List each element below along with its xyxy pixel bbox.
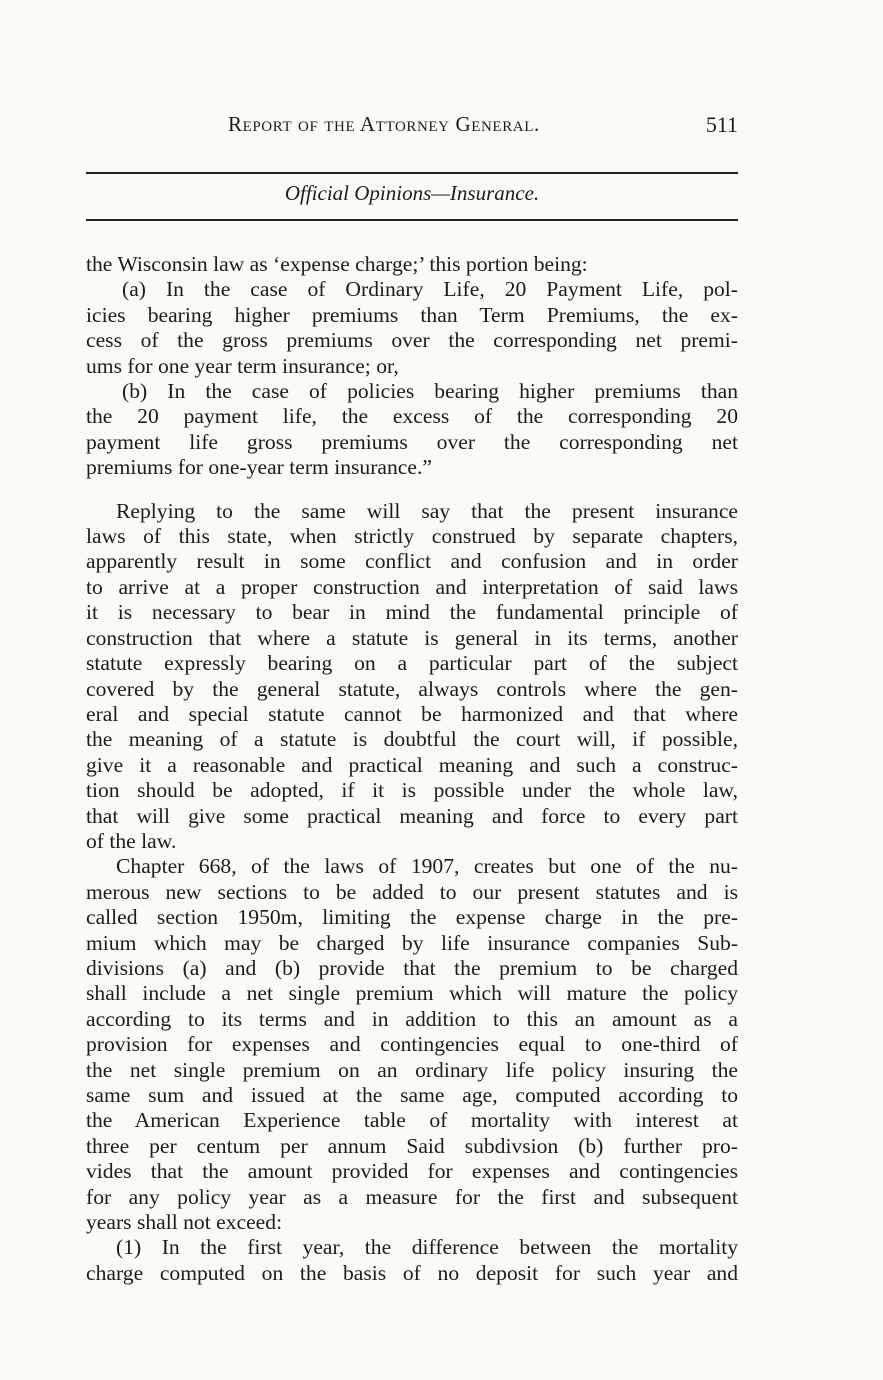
quote-b-line: premiums for one-year term insurance.” — [86, 455, 432, 480]
quote-a-line: (a) In the case of Ordinary Life, 20 Payment Life, pol- — [122, 277, 738, 302]
paragraph-line: three per centum per annum Said subdivsion (b) further pro- — [86, 1133, 738, 1158]
paragraph-line: laws of this state, when strictly construed by separate chapters, — [86, 524, 738, 549]
paragraph-3 — [86, 1235, 738, 1286]
quote-a-line: cess of the gross premiums over the corresponding net premi- — [86, 328, 738, 353]
paragraph-line: tion should be adopted, if it is possible under the whole law, — [86, 778, 738, 803]
paragraph-line: merous new sections to be added to our present statutes and is — [86, 879, 738, 904]
paragraph-2 — [86, 854, 738, 1235]
quote-intro-line: the Wisconsin law as ‘expense charge;’ this portion being: — [86, 252, 588, 276]
bottom-rule — [86, 219, 738, 221]
paragraph-line: the meaning of a statute is doubtful the court will, if possible, — [86, 727, 738, 752]
paragraph-line: the American Experience table of mortality with interest at — [86, 1108, 738, 1133]
paragraph-line: statute expressly bearing on a particular part of the subject — [86, 651, 738, 676]
paragraph-1 — [86, 499, 738, 855]
paragraph-line: (1) In the first year, the difference between the mortality — [116, 1235, 738, 1260]
paragraph-line: Chapter 668, of the laws of 1907, creates but one of the nu- — [116, 854, 738, 879]
quote-a-line: icies bearing higher premiums than Term Premiums, the ex- — [86, 302, 738, 327]
paragraph-line: according to its terms and in addition to this an amount as a — [86, 1006, 738, 1031]
paragraph-line: mium which may be charged by life insurance companies Sub- — [86, 930, 738, 955]
paragraph-line: covered by the general statute, always controls where the gen- — [86, 676, 738, 701]
quote-b-line: payment life gross premiums over the corresponding net — [86, 429, 738, 454]
paragraph-line: charge computed on the basis of no deposit for such year and — [86, 1260, 738, 1285]
section-title: Official Opinions—Insurance. — [284, 181, 540, 205]
paragraph-line: called section 1950m, limiting the expense charge in the pre- — [86, 905, 738, 930]
quote-b-line: (b) In the case of policies bearing higher premiums than — [122, 379, 738, 404]
paragraph-line: it is necessary to bear in mind the fundamental principle of — [86, 600, 738, 625]
quote-b-line: the 20 payment life, the excess of the corresponding 20 — [86, 404, 738, 429]
paragraph-line: shall include a net single premium which will mature the policy — [86, 981, 738, 1006]
paragraph-line: give it a reasonable and practical meaning and such a construc- — [86, 752, 738, 777]
body-text — [86, 252, 738, 1286]
running-head-title: Report of the Attorney General. — [228, 112, 540, 136]
paragraph-line: years shall not exceed: — [86, 1210, 283, 1235]
paragraph-line: for any policy year as a measure for the first and subsequent — [86, 1184, 738, 1209]
paragraph-line: construction that where a statute is general in its terms, another — [86, 625, 738, 650]
paragraph-line: Replying to the same will say that the present insurance — [116, 498, 738, 523]
paragraph-line: the net single premium on an ordinary life policy insuring the — [86, 1057, 738, 1082]
top-rule — [86, 172, 738, 174]
paragraph-gap — [86, 481, 738, 499]
quote-block — [86, 252, 738, 481]
paragraph-line: divisions (a) and (b) provide that the premium to be charged — [86, 955, 738, 980]
paragraph-line: to arrive at a proper construction and interpretation of said laws — [86, 574, 738, 599]
paragraph-line: that will give some practical meaning and force to every part — [86, 803, 738, 828]
paragraph-line: vides that the amount provided for expenses and contingencies — [86, 1159, 738, 1184]
paragraph-line: of the law. — [86, 828, 177, 853]
page-number: 511 — [705, 112, 738, 137]
paragraph-line: apparently result in some conflict and confusion and in order — [86, 549, 738, 574]
quote-a-line: ums for one year term insurance; or, — [86, 353, 399, 378]
paragraph-line: same sum and issued at the same age, computed according to — [86, 1083, 738, 1107]
paragraph-line: provision for expenses and contingencies equal to one-third of — [86, 1032, 738, 1057]
running-head — [86, 112, 738, 146]
paragraph-line: eral and special statute cannot be harmonized and that where — [86, 701, 738, 726]
